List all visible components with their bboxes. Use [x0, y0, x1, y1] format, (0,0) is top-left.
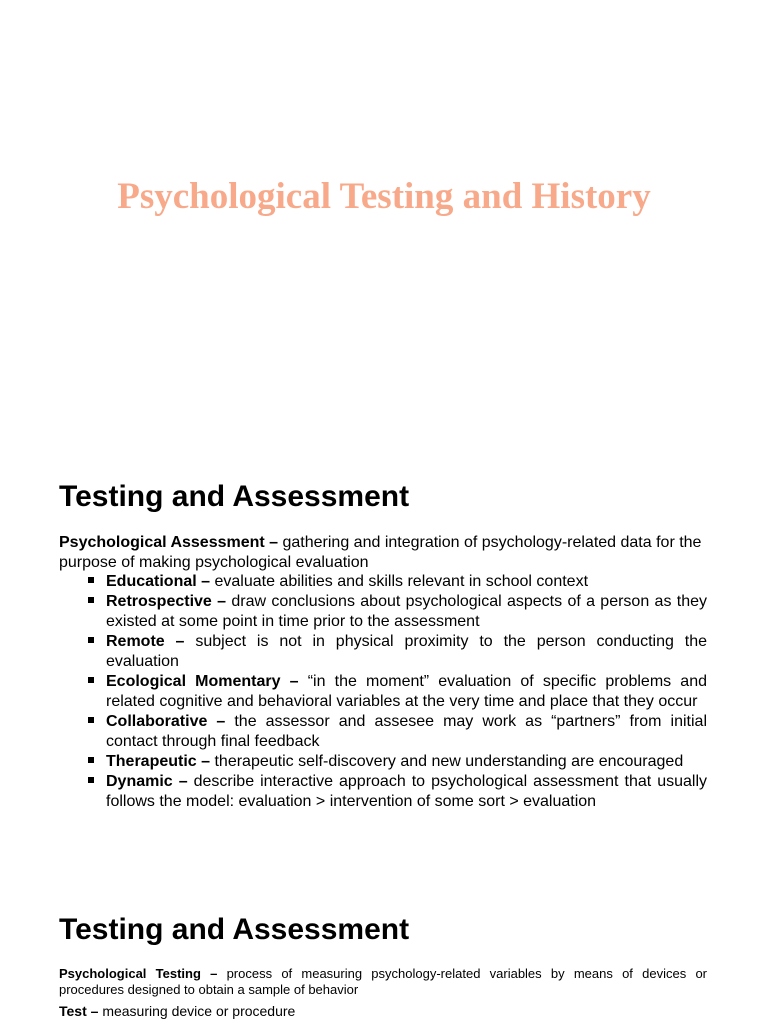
- slide-title: Psychological Testing and History: [117, 176, 651, 217]
- assessment-definition: [59, 533, 707, 573]
- square-bullet-icon: [88, 637, 94, 643]
- bullet-text: evaluate abilities and skills relevant in school context: [210, 573, 589, 590]
- bullet-text: therapeutic self-discovery and new understanding are encouraged: [210, 753, 684, 770]
- list-item-educational: [59, 572, 707, 592]
- bullet-text: “in the moment” evaluation of specific problems and related cognitive and behavioral variables at the very time and place that they occur: [106, 673, 707, 710]
- testing-definition: [59, 966, 707, 998]
- section-heading-testing: Testing and Assessment: [59, 913, 410, 946]
- list-item-retrospective: [59, 592, 707, 632]
- bullet-term: Retrospective –: [106, 593, 227, 610]
- test-text: measuring device or procedure: [98, 1003, 296, 1019]
- bullet-term: Collaborative –: [106, 713, 226, 730]
- assessment-text: gathering and integration of psychology-related data for the purpose of making psychological evaluation: [59, 534, 702, 571]
- list-item-remote: [59, 632, 707, 672]
- bullet-term: Ecological Momentary –: [106, 673, 299, 690]
- bullet-term: Therapeutic –: [106, 753, 211, 770]
- testing-term: Psychological Testing –: [59, 966, 218, 981]
- square-bullet-icon: [88, 717, 94, 723]
- test-definition: [59, 1002, 707, 1020]
- bullet-text: draw conclusions about psychological aspects of a person as they existed at some point in time prior to the assessment: [106, 593, 707, 630]
- bullet-term: Dynamic –: [106, 773, 188, 790]
- square-bullet-icon: [88, 777, 94, 783]
- list-item-dynamic: [59, 772, 707, 812]
- bullet-text: describe interactive approach to psychological assessment that usually follows the model: evaluation > intervention of some sort > evaluation: [106, 773, 708, 810]
- bullet-text: subject is not in physical proximity to the person conducting the evaluation: [106, 633, 708, 670]
- square-bullet-icon: [88, 677, 94, 683]
- assessment-term: Psychological Assessment –: [59, 534, 279, 551]
- testing-text: process of measuring psychology-related variables by means of devices or procedures designed to obtain a sample of behavior: [59, 966, 707, 997]
- section-heading-assessment: Testing and Assessment: [59, 480, 410, 513]
- assessment-types-list: [59, 572, 707, 812]
- square-bullet-icon: [88, 757, 94, 763]
- bullet-text: the assessor and assesee may work as “partners” from initial contact through final feedback: [106, 713, 708, 750]
- bullet-term: Educational –: [106, 573, 211, 590]
- test-term: Test –: [59, 1003, 99, 1019]
- square-bullet-icon: [88, 577, 94, 583]
- list-item-ecological-momentary: [59, 672, 707, 712]
- bullet-term: Remote –: [106, 633, 185, 650]
- square-bullet-icon: [88, 597, 94, 603]
- list-item-collaborative: [59, 712, 707, 752]
- list-item-therapeutic: [59, 752, 707, 772]
